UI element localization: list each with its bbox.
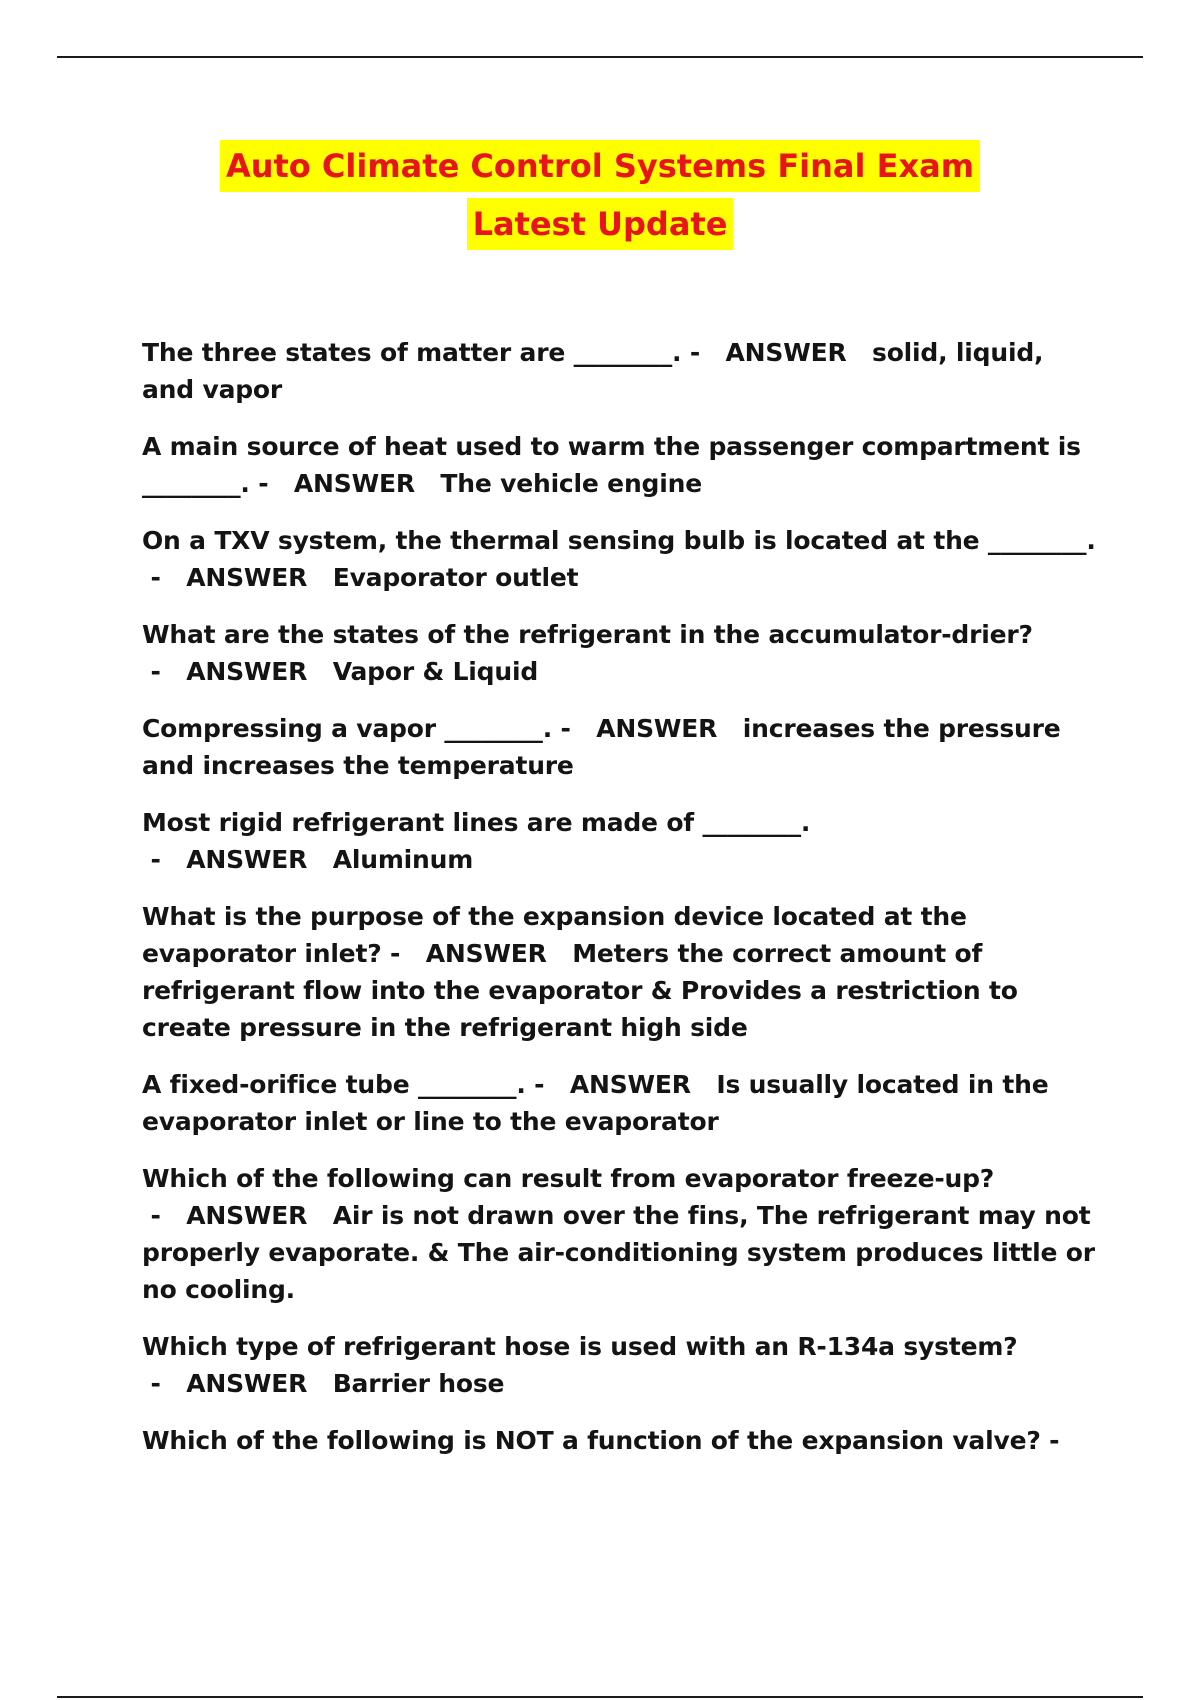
answer-label: ANSWER <box>425 939 547 968</box>
qa-item: What are the states of the refrigerant in the accumulator-drier? - ANSWER Vapor & Liquid <box>142 620 1033 686</box>
answer-label: ANSWER <box>725 338 847 367</box>
question-text: Which of the following can result from evaporator freeze-up? <box>142 1164 995 1193</box>
answer-label: ANSWER <box>596 714 718 743</box>
question-text: A fixed-orifice tube ________. <box>142 1070 526 1099</box>
top-divider <box>57 56 1143 58</box>
answer-text: Barrier hose <box>332 1369 505 1398</box>
title-line-1: Auto Climate Control Systems Final Exam <box>220 140 980 192</box>
answer-label: ANSWER <box>186 657 308 686</box>
qa-item: Which of the following can result from evaporator freeze-up? - ANSWER Air is not drawn over the fins, The refrigerant may not properly evaporate. & The air-conditioning system produces little or no cooling. <box>142 1164 1095 1304</box>
question-text: Most rigid refrigerant lines are made of ________. <box>142 808 811 837</box>
qa-item: Which type of refrigerant hose is used with an R-134a system? - ANSWER Barrier hose <box>142 1332 1018 1398</box>
qa-item: A main source of heat used to warm the passenger compartment is ________. - ANSWER The vehicle engine <box>142 432 1081 498</box>
answer-label: ANSWER <box>293 469 415 498</box>
answer-label: ANSWER <box>186 1201 308 1230</box>
qa-list <box>142 334 1102 1479</box>
qa-item: Most rigid refrigerant lines are made of ________. - ANSWER Aluminum <box>142 808 811 874</box>
qa-item: The three states of matter are ________. - ANSWER solid, liquid, and vapor <box>142 338 1044 404</box>
question-text: Which of the following is NOT a function of the expansion valve? <box>142 1426 1041 1455</box>
question-text: What is the purpose of the expansion device located at the evaporator inlet? <box>142 902 967 968</box>
answer-text: Meters the correct amount of refrigerant flow into the evaporator & Provides a restriction to create pressure in the refrigerant high side <box>142 939 1018 1042</box>
answer-text: Is usually located in the evaporator inlet or line to the evaporator <box>142 1070 1049 1136</box>
answer-text: Air is not drawn over the fins, The refrigerant may not properly evaporate. & The air-conditioning system produces little or no cooling. <box>142 1201 1095 1304</box>
question-text: A main source of heat used to warm the passenger compartment is ________. <box>142 432 1081 498</box>
question-text: What are the states of the refrigerant in the accumulator-drier? <box>142 620 1033 649</box>
document-title <box>0 140 1200 256</box>
title-line-2: Latest Update <box>467 198 734 250</box>
answer-label: ANSWER <box>569 1070 691 1099</box>
answer-label: ANSWER <box>186 1369 308 1398</box>
answer-text: Aluminum <box>332 845 474 874</box>
question-text: Compressing a vapor ________. <box>142 714 553 743</box>
answer-text: increases the pressure and increases the temperature <box>142 714 1061 780</box>
answer-text: solid, liquid, and vapor <box>142 338 1044 404</box>
answer-text: The vehicle engine <box>440 469 702 498</box>
qa-item: Compressing a vapor ________. - ANSWER increases the pressure and increases the temperature <box>142 714 1061 780</box>
question-text: The three states of matter are ________. <box>142 338 682 367</box>
qa-item: Which of the following is NOT a function of the expansion valve? - <box>142 1426 1060 1455</box>
qa-item: A fixed-orifice tube ________. - ANSWER Is usually located in the evaporator inlet or line to the evaporator <box>142 1070 1049 1136</box>
answer-label: ANSWER <box>186 845 308 874</box>
answer-text: Evaporator outlet <box>332 563 579 592</box>
qa-item: What is the purpose of the expansion device located at the evaporator inlet? - ANSWER Meters the correct amount of refrigerant flow into the evaporator & Provides a restriction to create pressure in the refrigerant high side <box>142 902 1018 1042</box>
question-text: On a TXV system, the thermal sensing bulb is located at the ________. <box>142 526 1096 555</box>
question-text: Which type of refrigerant hose is used with an R-134a system? <box>142 1332 1018 1361</box>
qa-item: On a TXV system, the thermal sensing bulb is located at the ________. - ANSWER Evaporator outlet <box>142 526 1096 592</box>
answer-label: ANSWER <box>186 563 308 592</box>
bottom-divider <box>57 1696 1143 1698</box>
answer-text: Vapor & Liquid <box>332 657 539 686</box>
